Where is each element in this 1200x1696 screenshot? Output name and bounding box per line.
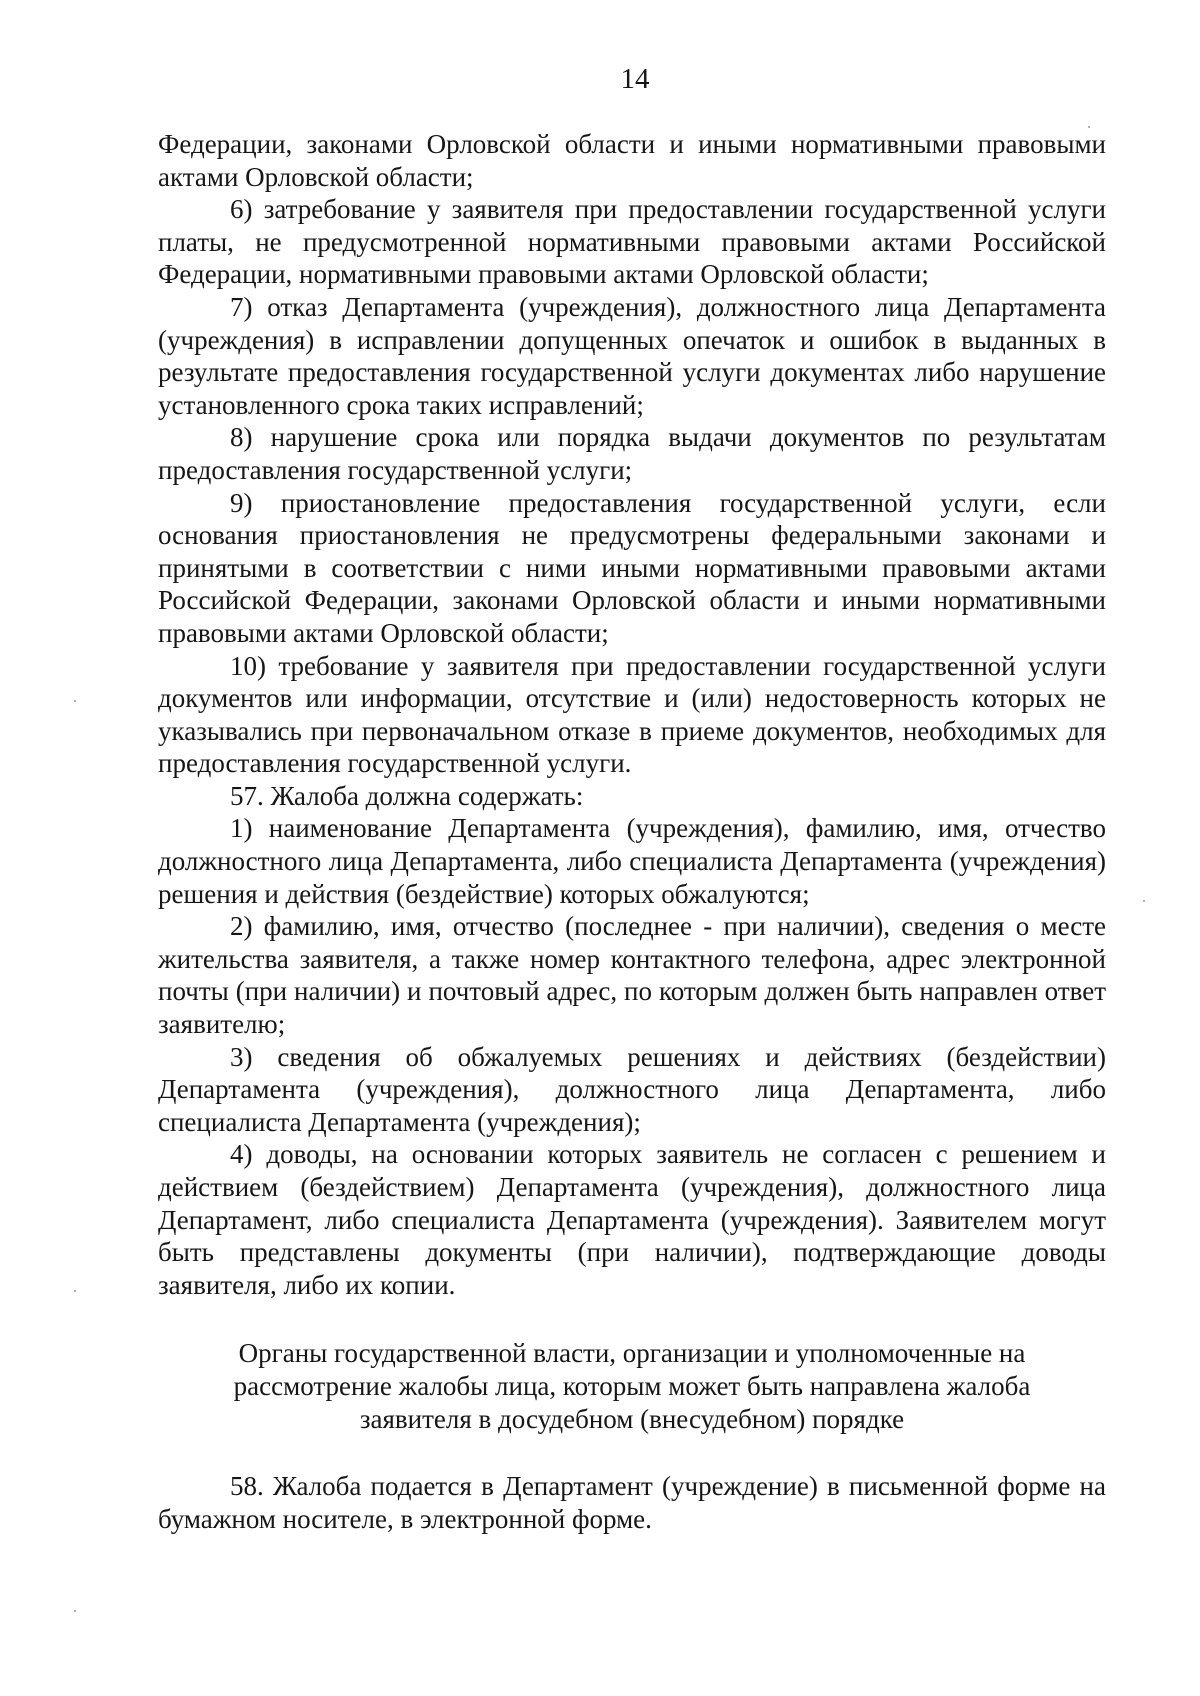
- clause-57-item-1: 1) наименование Департамента (учреждения), фамилию, имя, отчество должностного лица Департамента, либо специалиста Департамента (учреждения) решения и действия (бездействие) которых обжалуются;: [158, 813, 1106, 909]
- list-item-8: 8) нарушение срока или порядка выдачи документов по результатам предоставления государственной услуги;: [158, 422, 1106, 485]
- scan-speck: [1143, 900, 1145, 902]
- list-item-10: 10) требование у заявителя при предоставлении государственной услуги документов или информации, отсутствие и (или) недостоверность которых не указывались при первоначальном отказе в приеме документов, необходимых для предоставления государственной услуги.: [158, 650, 1106, 779]
- list-item-6: 6) затребование у заявителя при предоставлении государственной услуги платы, не предусмотренной нормативными правовыми актами Российской Федерации, нормативными правовыми актами Орловской области;: [158, 194, 1106, 290]
- document-body: [158, 128, 1106, 1535]
- clause-58: 58. Жалоба подается в Департамент (учреждение) в письменной форме на бумажном носителе, в электронной форме.: [158, 1471, 1106, 1534]
- list-item-9: 9) приостановление предоставления государственной услуги, если основания приостановления не предусмотрены федеральными законами и принятыми в соответствии с ними иными нормативными правовыми актами Российской Федерации, законами Орловской области и иными нормативными правовыми актами Орловской области;: [158, 487, 1106, 648]
- scan-speck: [74, 1610, 76, 1612]
- clause-57-item-3: 3) сведения об обжалуемых решениях и действиях (бездействии) Департамента (учреждения), должностного лица Департамента, либо специалиста Департамента (учреждения);: [158, 1041, 1106, 1137]
- clause-57-item-4: 4) доводы, на основании которых заявитель не согласен с решением и действием (бездействием) Департамента (учреждения), должностного лица Департамент, либо специалиста Департамента (учреждения). Заявителем могут быть представлены документы (при наличии), подтверждающие доводы заявителя, либо их копии.: [158, 1139, 1106, 1300]
- page-number: 14: [620, 63, 650, 95]
- scan-speck: [74, 700, 76, 702]
- clause-57: 57. Жалоба должна содержать:: [230, 780, 584, 811]
- scan-speck: [1088, 126, 1090, 128]
- section-heading: Органы государственной власти, организации и уполномоченные на рассмотрение жалобы лица, которым может быть направлена жалоба заявителя в досудебном (внесудебном) порядке: [233, 1338, 1031, 1434]
- paragraph-continuation: Федерации, законами Орловской области и иными нормативными правовыми актами Орловской области;: [158, 129, 1106, 192]
- clause-57-item-2: 2) фамилию, имя, отчество (последнее - при наличии), сведения о месте жительства заявителя, а также номер контактного телефона, адрес электронной почты (при наличии) и почтовый адрес, по которым должен быть направлен ответ заявителю;: [158, 911, 1106, 1040]
- list-item-7: 7) отказ Департамента (учреждения), должностного лица Департамента (учреждения) в исправлении допущенных опечаток и ошибок в выданных в результате предоставления государственной услуги документах либо нарушение установленного срока таких исправлений;: [158, 291, 1106, 420]
- scan-speck: [74, 1290, 76, 1292]
